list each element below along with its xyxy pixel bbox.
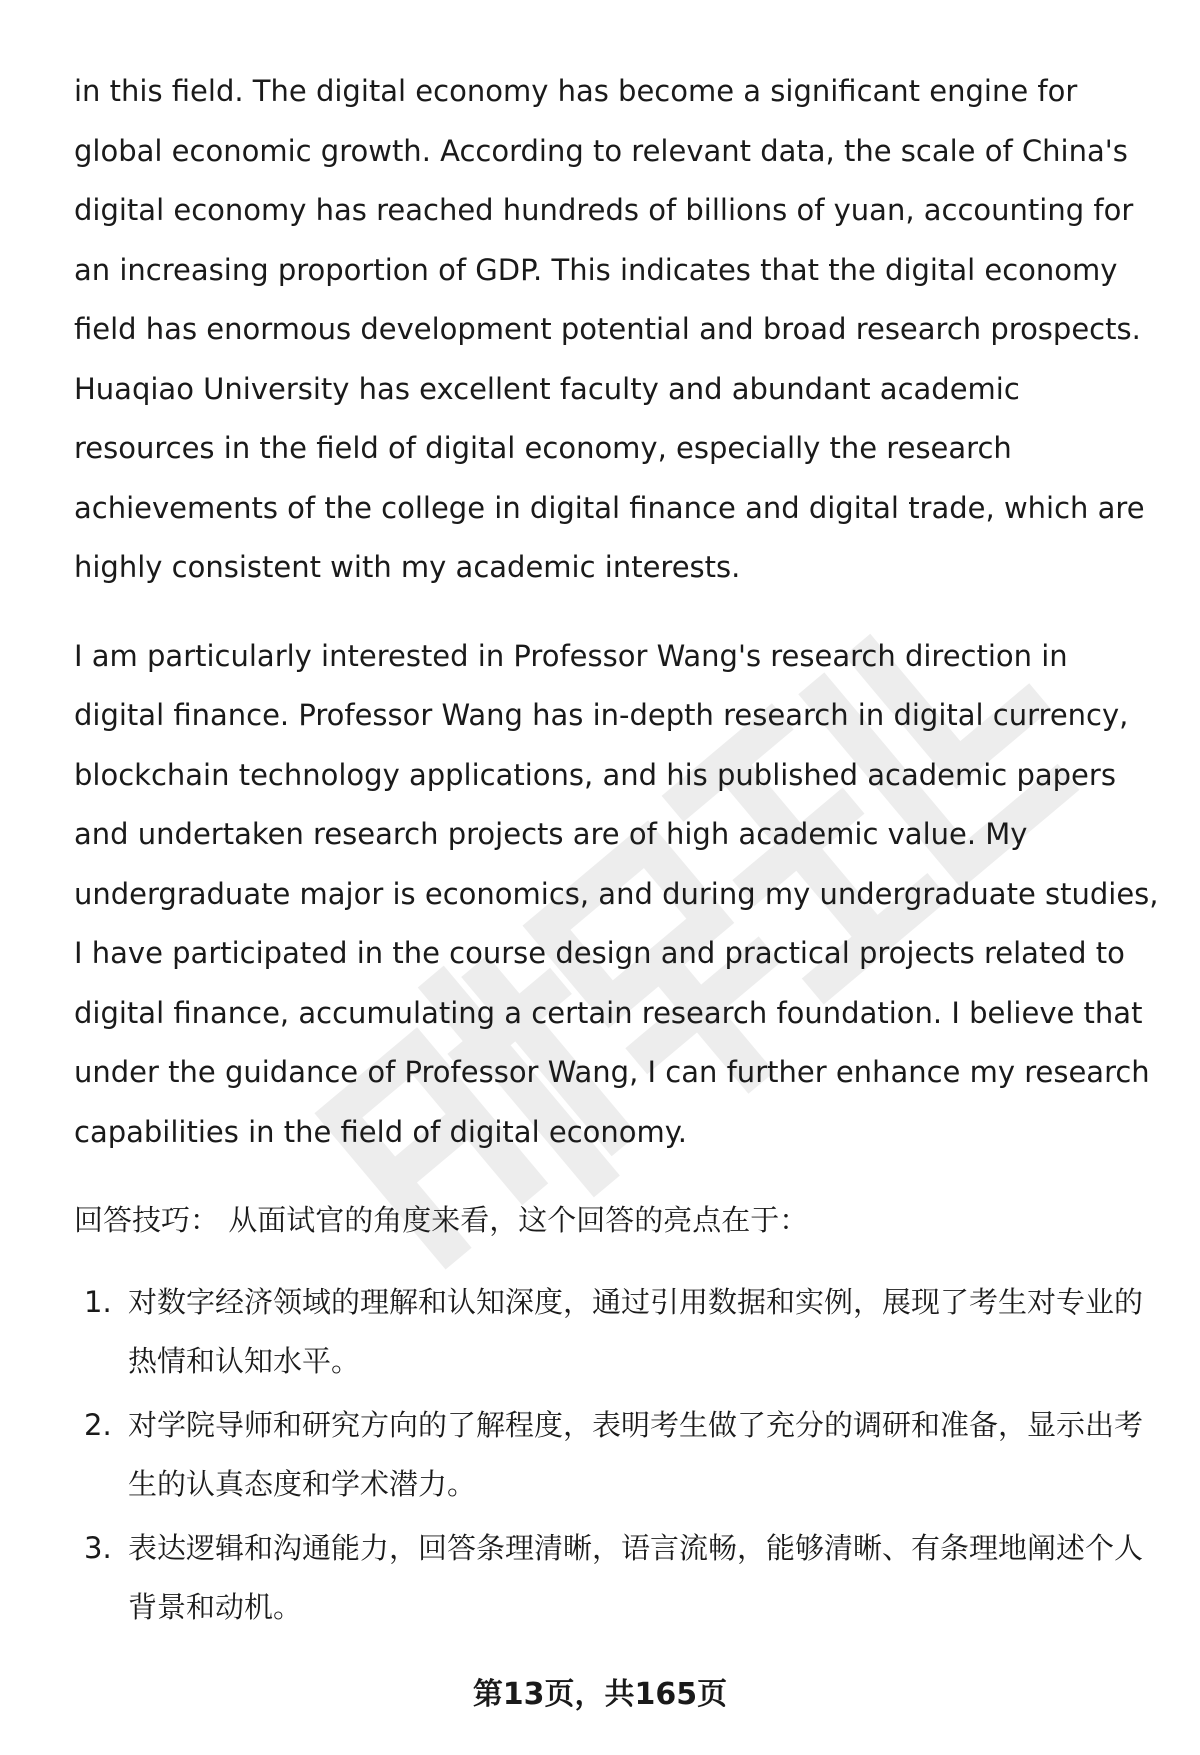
list-item-text: 表达逻辑和沟通能力，回答条理清晰，语言流畅，能够清晰、有条理地阐述个人背景和动机。 [128, 1530, 1144, 1624]
page-number-footer: 第13页，共165页 [472, 1677, 728, 1712]
list-item-number: 1. [84, 1284, 112, 1319]
page-content [74, 62, 1164, 1642]
list-item [74, 1273, 1164, 1392]
list-item-number: 2. [84, 1407, 112, 1442]
list-item-text: 对数字经济领域的理解和认知深度，通过引用数据和实例，展现了考生对专业的热情和认知水平。 [128, 1284, 1144, 1378]
answer-tips-label: 回答技巧： 从面试官的角度来看，这个回答的亮点在于： [74, 1203, 809, 1237]
list-item-number: 3. [84, 1530, 112, 1565]
paragraph-professor-interest: I am particularly interested in Professor Wang's research direction in digital finance. Professor Wang has in-depth research in digital currency, blockchain technology applications, and his published academic papers and undertaken research projects are of high academic value. My undergraduate major is economics, and during my undergraduate studies, I have participated in the course design and practical projects related to digital finance, accumulating a certain research foundation. I believe that under the guidance of Professor Wang, I can further enhance my research capabilities in the field of digital economy. [74, 638, 1159, 1149]
paragraph-digital-economy: in this field. The digital economy has become a significant engine for global economic growth. According to relevant data, the scale of China's digital economy has reached hundreds of billions of yuan, accounting for an increasing proportion of GDP. This indicates that the digital economy field has enormous development potential and broad research prospects. Huaqiao University has excellent faculty and abundant academic resources in the field of digital economy, especially the research achievements of the college in digital finance and digital trade, which are highly consistent with my academic interests. [74, 74, 1145, 584]
list-item-text: 对学院导师和研究方向的了解程度，表明考生做了充分的调研和准备，显示出考生的认真态度和学术潜力。 [128, 1407, 1144, 1501]
list-item [74, 1396, 1164, 1515]
list-item [74, 1519, 1164, 1638]
answer-tips-list [74, 1273, 1164, 1638]
